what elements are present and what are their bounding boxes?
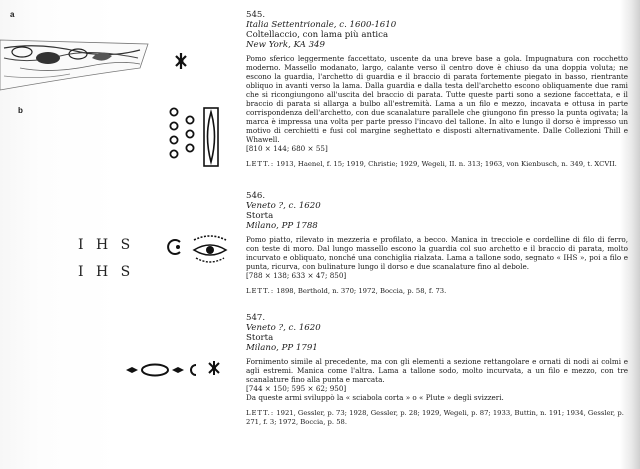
entry-object: Storta [246,333,274,343]
entry-literature [246,160,628,169]
entry-collection: Milano, PP 1791 [246,343,318,353]
entry-dimensions: [810 × 144; 680 × 55] [246,144,328,153]
entry-number: 546. [246,191,266,201]
circles-spindles-motif [168,106,224,170]
entry-number: 545. [246,10,266,20]
catalogue-entry-547 [246,313,628,427]
literature-label: LETT.: [246,287,275,295]
figure-marker-b: b [18,106,23,115]
entry-dimensions: [788 × 138; 633 × 47; 850] [246,271,347,280]
literature-references: 1913, Haenel, f. 15; 1919, Christie; 1929, Wegeli, II. n. 313; 1963, von Kienbusch, n. 349, t. XCVII. [276,160,617,168]
crescent-mark-icon [166,238,184,256]
entry-description: Pomo sferico leggermente faccettato, uscente da una breve base a gola. Impugnatura con rocchetto moderno. Massello modanato, largo, calante verso il centro dove è chiuso da una doppia voluta; ne escono la guardia, l'archetto di guardia e il braccio di parata fortemente piegato in basso, rientrante obliquo in avanti verso la lama. Dalla guardia e dalla testa dell'archetto escono obliquamente due rami che si ricongiungono all'uscita del braccio di parata. Tutte queste parti sono a sezione faccettata, e il braccio di parata si allarga a bulbo all'estremità. Lama a un filo e mezzo, incavata e ottusa in parte corrispondenza dell'archetto, con due scanalature parallele che giungono fin presso la punta ogivata; la marca è impressa una volta per parte presso l'incavo del tallone. In alto e lungo il dorso è impresso un motivo di cerchietti e fusi col margine seghettato e disposti alternativamente. Dalle Collezioni Thill e Whawell. [246,54,628,144]
literature-label: LETT.: [246,409,275,417]
maker-mark-icon [174,52,188,70]
literature-references: 1921, Gessler, p. 73; 1928, Gessler, p. 28; 1929, Wegeli, p. 87; 1933, Buttin, n. 191; 1934, Gessler, p. 271, f. 3; 1972, Boccia, p. 58. [246,409,624,426]
entry-object: Coltellaccio, con lama più antica [246,30,389,40]
literature-label: LETT.: [246,160,275,168]
crescent-small-icon [188,362,198,378]
figure-marker-a: a [10,10,15,19]
catalogue-entry-545 [246,10,628,169]
entry-object: Storta [246,211,274,221]
blade-decoration-illustration [0,28,150,98]
entry-description: Pomo piatto, rilevato in mezzeria e profilato, a becco. Manica in trecciole e cordelline di filo di ferro, con teste di moro. Dal lungo massello escono la guardia col suo archetto e il braccio di parata, molto incurvato e obliquato, nonché una conchiglia rialzata. Lama a tallone sodo, segnato « IHS », poi a filo e punta, ricurva, con bulinature lungo il dorso e due scanalature fino al debole. [246,235,628,271]
entry-origin: Italia Settentrionale, c. 1600-1610 [246,20,397,30]
entry-collection: Milano, PP 1788 [246,221,318,231]
ihs-mark-top: I H S [78,237,135,253]
entry-literature [246,409,628,427]
knot-chain-mark-icon [124,362,186,378]
ihs-mark-bottom: I H S [78,264,135,280]
maker-mark-small-icon [208,360,220,376]
entry-collection: New York, KA 349 [246,40,325,50]
entry-literature [246,287,628,296]
entry-note: Da queste armi sviluppò la « sciabola corta » o « Plute » degli svizzeri. [246,393,504,402]
entry-origin: Veneto ?, c. 1620 [246,323,321,333]
entry-number: 547. [246,313,266,323]
literature-references: 1898, Berthold, n. 370; 1972, Boccia, p. 58, f. 73. [276,287,447,295]
catalogue-entry-546 [246,191,628,296]
eye-mark-icon [190,234,230,266]
entry-origin: Veneto ?, c. 1620 [246,201,321,211]
entry-description: Fornimento simile al precedente, ma con gli elementi a sezione rettangolare e ornati di nodi ai colmi e agli estremi. Manica come l'altra. Lama a tallone sodo, molto incurvata, a un filo e mezzo, con tre scanalature fino alla punta e marcata. [246,357,628,384]
entry-dimensions: [744 × 150; 595 × 62; 950] [246,384,347,393]
